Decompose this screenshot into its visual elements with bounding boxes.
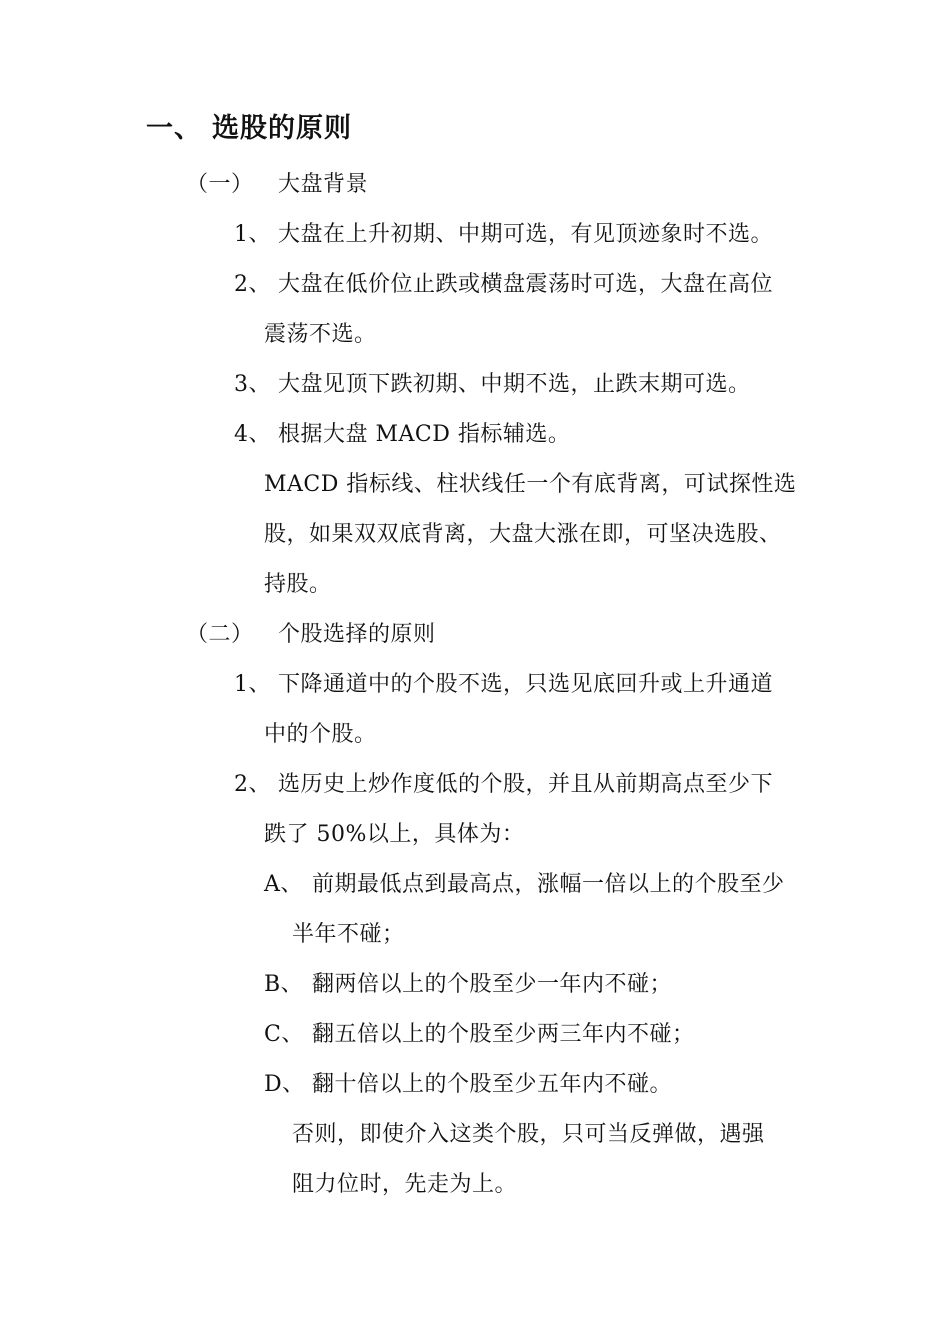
list-item-text: 大盘在低价位止跌或横盘震荡时可选，大盘在高位 (278, 272, 774, 297)
section2-item-1 (234, 670, 774, 700)
list-marker: 1、 (234, 222, 271, 247)
section1-note-line-3: 持股。 (264, 572, 332, 597)
list-item-text: 根据大盘 MACD 指标辅选。 (278, 422, 571, 447)
section1-item-2 (234, 270, 774, 300)
section1-title: 大盘背景 (278, 172, 369, 197)
heading-title: 选股的原则 (212, 113, 352, 144)
sublist-item-text: 翻十倍以上的个股至少五年内不碰。 (312, 1072, 673, 1097)
heading-number: 一、 (146, 113, 202, 144)
list-marker: 3、 (234, 372, 271, 397)
section1-note-line-2: 股，如果双双底背离，大盘大涨在即，可坚决选股、 (264, 522, 782, 547)
list-marker: 2、 (234, 272, 271, 297)
list-item-text: 大盘见顶下跌初期、中期不选，止跌末期可选。 (278, 372, 751, 397)
section1-item-1 (234, 220, 774, 250)
section1-item-3 (234, 370, 751, 400)
section1-item-4 (234, 420, 571, 450)
section1-item-2-cont: 震荡不选。 (264, 322, 377, 347)
list-marker: 4、 (234, 422, 271, 447)
section1-marker: （一） (186, 172, 254, 197)
section2-item-2-cont: 跌了 50%以上，具体为： (264, 822, 525, 847)
list-item-text: 下降通道中的个股不选，只选见底回升或上升通道 (278, 672, 774, 697)
section2-header (186, 620, 436, 650)
section1-note-line-1: MACD 指标线、柱状线任一个有底背离，可试探性选 (264, 472, 797, 497)
subitem-d (264, 1070, 673, 1100)
list-item-text: 大盘在上升初期、中期可选，有见顶迹象时不选。 (278, 222, 774, 247)
section2-note-line-2: 阻力位时，先走为上。 (292, 1172, 518, 1197)
section1-header (186, 170, 369, 200)
section2-item-2 (234, 770, 774, 800)
subitem-b (264, 970, 673, 1000)
sublist-marker: D、 (264, 1072, 305, 1097)
section2-marker: （二） (186, 622, 254, 647)
section2-note-line-1: 否则，即使介入这类个股，只可当反弹做，遇强 (292, 1122, 765, 1147)
heading (146, 113, 352, 144)
list-item-text: 选历史上炒作度低的个股，并且从前期高点至少下 (278, 772, 774, 797)
section2-title: 个股选择的原则 (278, 622, 436, 647)
subitem-a-cont: 半年不碰； (292, 922, 405, 947)
list-marker: 2、 (234, 772, 271, 797)
sublist-marker: A、 (264, 872, 303, 897)
list-marker: 1、 (234, 672, 271, 697)
sublist-item-text: 前期最低点到最高点，涨幅一倍以上的个股至少 (312, 872, 785, 897)
subitem-c (264, 1020, 695, 1050)
sublist-item-text: 翻五倍以上的个股至少两三年内不碰； (312, 1022, 695, 1047)
subitem-a (264, 870, 785, 900)
sublist-item-text: 翻两倍以上的个股至少一年内不碰； (312, 972, 673, 997)
sublist-marker: B、 (264, 972, 304, 997)
sublist-marker: C、 (264, 1022, 304, 1047)
section2-item-1-cont: 中的个股。 (264, 722, 377, 747)
